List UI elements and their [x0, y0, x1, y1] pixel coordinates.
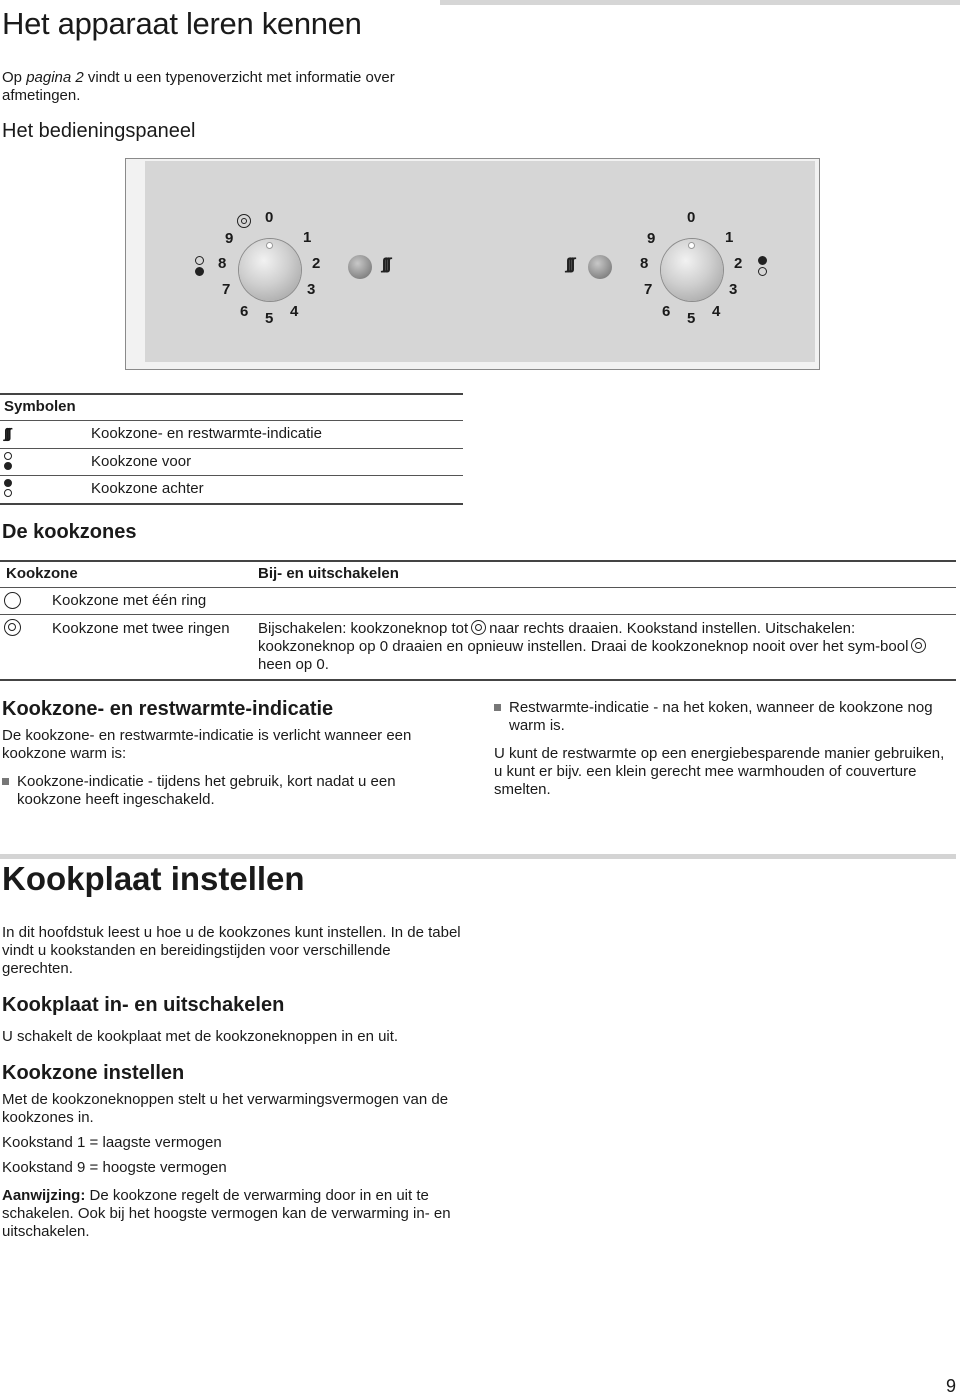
power-level-low: Kookstand 1 = laagste vermogen: [2, 1134, 222, 1151]
section-subtitle: Het bedieningspaneel: [2, 120, 196, 142]
indicator-bullet: Restwarmte-indicatie - na het koken, wanneer de kookzone nog warm is.: [509, 699, 933, 734]
chapter-title: Kookplaat instellen: [2, 860, 305, 897]
page-number: 9: [945, 1376, 956, 1396]
chapter-intro: In dit hoofdstuk leest u hoe u de kookzones kunt instellen. In de tabel vindt u kookstanden en bereidingstijden voor verschillende gerechten.: [2, 924, 461, 977]
symbol-label: Kookzone achter: [91, 480, 204, 497]
power-level-high: Kookstand 9 = hoogste vermogen: [2, 1159, 227, 1176]
table-rule: [0, 679, 956, 681]
section-separator: [0, 854, 956, 859]
dial-mark-7: 7: [644, 281, 653, 298]
double-ring-icon: [911, 638, 926, 653]
zones-heading: De kookzones: [2, 521, 137, 543]
double-ring-icon: [237, 214, 251, 228]
table-rule: [0, 475, 463, 476]
dial-mark-4: 4: [712, 303, 721, 320]
dial-mark-0: 0: [265, 209, 274, 226]
indicator-heading: Kookzone- en restwarmte-indicatie: [2, 698, 334, 720]
indicator-paragraph: U kunt de restwarmte op een energiebesparende manier gebruiken, u kunt er bijv. een klein gerecht mee warmhouden of couverture smelten.: [494, 745, 945, 798]
bullet-icon: [494, 704, 501, 711]
note-label: Aanwijzing:: [2, 1187, 86, 1204]
symbols-header: Symbolen: [4, 398, 76, 415]
left-indicator-lamp: [348, 255, 372, 279]
zone-front-indicator: [195, 256, 204, 265]
bullet-icon: [2, 778, 9, 785]
dial-mark-8: 8: [640, 255, 649, 272]
zone-setting-heading: Kookzone instellen: [2, 1062, 185, 1084]
zone-type-label: Kookzone met twee ringen: [52, 620, 230, 637]
residual-heat-icon: ∫∫∫: [382, 256, 390, 273]
dial-mark-1: 1: [303, 229, 312, 246]
dial-mark-8: 8: [218, 255, 227, 272]
control-panel: [145, 161, 815, 362]
dial-mark-3: 3: [729, 281, 738, 298]
left-zone-dial[interactable]: [239, 239, 301, 301]
dial-mark-6: 6: [662, 303, 671, 320]
zone-front-icon: [2, 452, 14, 472]
residual-heat-icon: ∫∫∫: [4, 425, 10, 441]
zone-rear-icon: [2, 479, 14, 499]
zone-setting-text: Met de kookzoneknoppen stelt u het verwarmingsvermogen van de kookzones in.: [2, 1091, 449, 1126]
table-rule: [0, 503, 463, 505]
dial-mark-4: 4: [290, 303, 299, 320]
zone-rear-indicator: [195, 267, 204, 276]
double-ring-icon: [471, 620, 486, 635]
table-rule: [0, 420, 463, 421]
zones-col-header: Kookzone: [6, 565, 78, 582]
zone-front-indicator: [758, 267, 767, 276]
zones-col-header: Bij- en uitschakelen: [258, 565, 399, 582]
dial-mark-9: 9: [225, 230, 234, 247]
table-rule: [0, 560, 956, 562]
page-reference: pagina 2: [26, 69, 84, 86]
dial-mark-2: 2: [312, 255, 321, 272]
dial-mark-3: 3: [307, 281, 316, 298]
dial-mark-2: 2: [734, 255, 743, 272]
note-text: Aanwijzing: De kookzone regelt de verwarming door in en uit te schakelen. Ook bij het hoogste vermogen kan de verwarming in- en uitschakelen.: [2, 1187, 451, 1240]
page-title: Het apparaat leren kennen: [2, 6, 362, 41]
zone-type-label: Kookzone met één ring: [52, 592, 207, 609]
zone-switch-description: Bijschakelen: kookzoneknop tot naar rechts draaien. Kookstand instellen. Uitschakelen: kookzoneknop op 0 draaien en opnieuw instellen. Draai de kookzoneknop nooit over het sym-boolheen op 0.: [258, 620, 948, 674]
table-rule: [0, 587, 956, 588]
top-decoration-bar: [440, 0, 960, 5]
table-rule: [0, 614, 956, 615]
dial-mark-9: 9: [647, 230, 656, 247]
dial-mark-6: 6: [240, 303, 249, 320]
residual-heat-icon: ∫∫∫: [566, 256, 574, 273]
right-indicator-lamp: [588, 255, 612, 279]
dial-mark-0: 0: [687, 209, 696, 226]
table-rule: [0, 448, 463, 449]
dial-mark-5: 5: [265, 310, 274, 327]
dial-mark-7: 7: [222, 281, 231, 298]
onoff-text: U schakelt de kookplaat met de kookzoneknoppen in en uit.: [2, 1028, 399, 1045]
symbol-label: Kookzone voor: [91, 453, 192, 470]
dial-mark-1: 1: [725, 229, 734, 246]
dial-mark-5: 5: [687, 310, 696, 327]
single-ring-icon: [4, 592, 21, 609]
table-rule: [0, 393, 463, 395]
indicator-intro: De kookzone- en restwarmte-indicatie is verlicht wanneer een kookzone warm is:: [2, 727, 412, 762]
intro-text: Op pagina 2 vindt u een typenoverzicht met informatie over afmetingen.: [2, 69, 395, 104]
onoff-heading: Kookplaat in- en uitschakelen: [2, 994, 285, 1016]
zone-rear-indicator: [758, 256, 767, 265]
double-ring-icon: [4, 619, 21, 636]
indicator-bullet: Kookzone-indicatie - tijdens het gebruik, kort nadat u een kookzone heeft ingeschakeld.: [17, 773, 396, 808]
right-zone-dial[interactable]: [661, 239, 723, 301]
symbol-label: Kookzone- en restwarmte-indicatie: [91, 425, 322, 442]
